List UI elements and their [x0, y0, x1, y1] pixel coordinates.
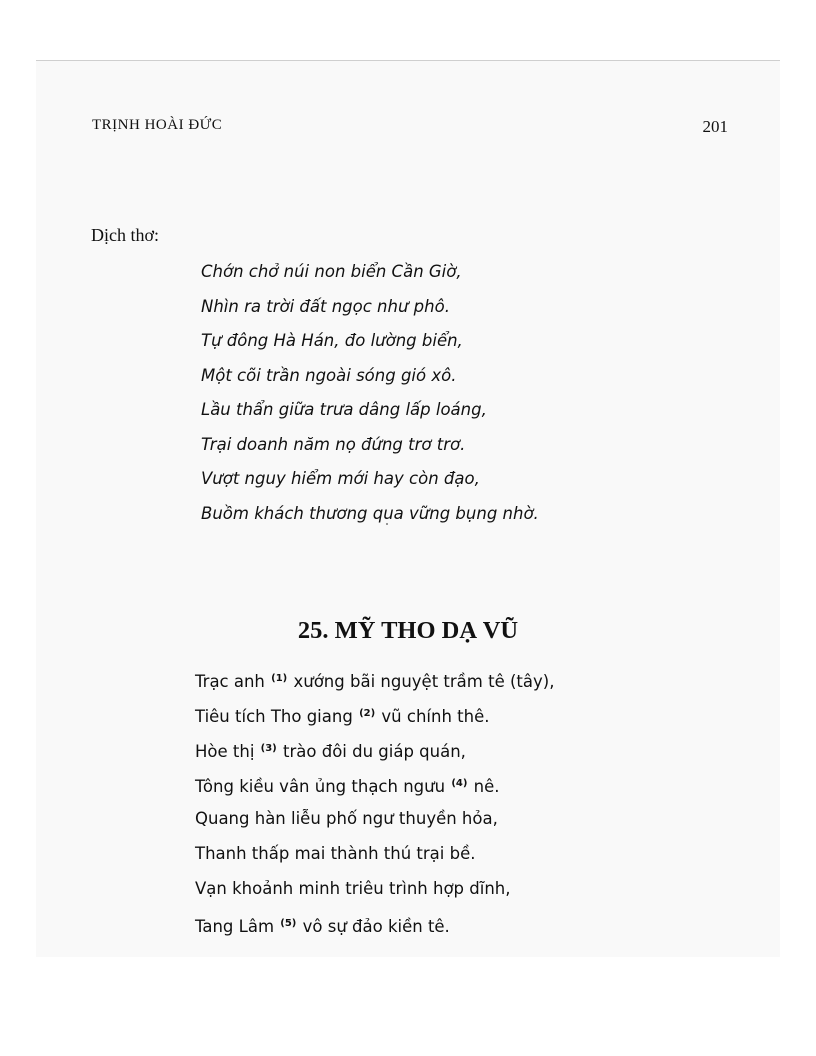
poem-line [195, 731, 554, 766]
poem-line-text: Tang Lâm [195, 917, 280, 936]
book-page [36, 60, 780, 957]
poem-line [195, 871, 554, 906]
poem-title: 25. MỸ THO DẠ VŨ [297, 617, 519, 644]
poem-line-text: vô sự đảo kiền tê. [297, 917, 450, 936]
poem-line-text: Vạn khoảnh minh triêu trình hợp dĩnh, [195, 879, 511, 898]
poem-line-text: Tông kiều vân ủng thạch ngưu [195, 777, 451, 796]
footnote-marker: (1) [271, 673, 288, 684]
poem-line [195, 836, 554, 871]
translation-line: Chớn chở núi non biển Cần Giờ, [201, 262, 462, 281]
translation-line: Vượt nguy hiểm mới hay còn đạo, [201, 469, 480, 488]
poem-line-text: Hòe thị [195, 742, 260, 761]
poem-line-text: Tiêu tích Tho giang [195, 707, 359, 726]
footnote-marker: (5) [280, 918, 297, 929]
footnote-marker: (4) [451, 778, 468, 789]
poem-line-text: nê. [468, 777, 500, 796]
poem-line [195, 766, 554, 801]
footnote-marker: (3) [260, 743, 277, 754]
stray-mark [386, 523, 388, 525]
footnote-marker: (2) [359, 708, 376, 719]
poem-line-text: Trạc anh [195, 672, 271, 691]
poem-line-text: xướng bãi nguyệt trầm tê (tây), [288, 672, 555, 691]
poem-line [195, 696, 554, 731]
poem-line [195, 801, 554, 836]
poem-verse [195, 661, 554, 941]
translation-line: Một cõi trần ngoài sóng gió xô. [201, 365, 457, 385]
translation-line: Nhìn ra trời đất ngọc như phô. [201, 296, 450, 316]
translation-line: Tự đông Hà Hán, đo lường biển, [201, 331, 463, 350]
poem-line [195, 906, 554, 941]
page-number: 201 [702, 117, 728, 136]
poem-line-text: Quang hàn liễu phố ngư thuyền hỏa, [195, 809, 498, 828]
translation-line: Buồm khách thương qua vững bụng nhờ. [201, 503, 539, 523]
translation-line: Lầu thẩn giữa trưa dâng lấp loáng, [201, 400, 487, 419]
poem-line-text: vũ chính thê. [376, 707, 490, 726]
translation-verse [201, 255, 539, 531]
running-head: TRỊNH HOÀI ĐỨC [92, 117, 223, 133]
poem-line-text: trào đôi du giáp quán, [277, 742, 466, 761]
translation-label: Dịch thơ: [91, 225, 160, 245]
poem-line [195, 661, 554, 696]
translation-line: Trại doanh năm nọ đứng trơ trơ. [201, 434, 466, 454]
poem-line-text: Thanh thấp mai thành thú trại bề. [195, 844, 476, 863]
